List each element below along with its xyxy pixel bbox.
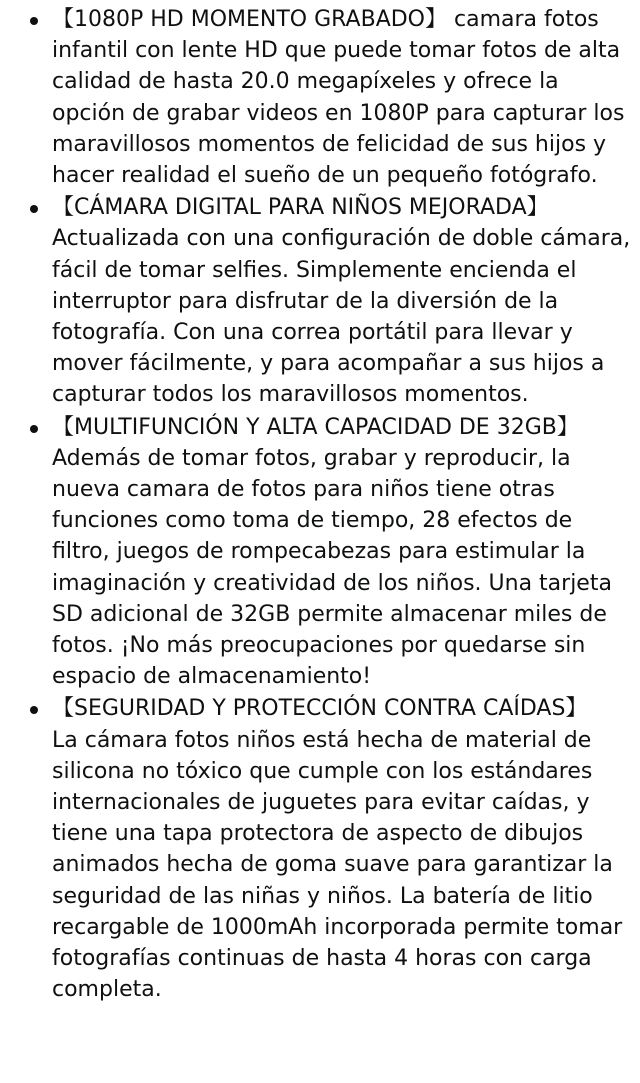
feature-item-safety <box>0 693 640 1005</box>
feature-body: Además de tomar fotos, grabar y reproducir, la nueva camara de fotos para niños tiene otras funciones como toma de tiempo, 28 efectos de filtro, juegos de rompecabezas para estimular la imaginación y creatividad de los niños. Una tarjeta SD adicional de 32GB permite almacenar miles de fotos. ¡No más preocupaciones por quedarse sin espacio de almacenamiento! <box>52 445 612 690</box>
feature-heading: 【MULTIFUNCIÓN Y ALTA CAPACIDAD DE 32GB】 <box>52 414 579 440</box>
feature-item-multifunction <box>0 412 640 693</box>
feature-body: Actualizada con una configuración de doble cámara, fácil de tomar selfies. Simplemente encienda el interruptor para disfrutar de la diversión de la fotografía. Con una correa portátil para llevar y mover fácilmente, y para acompañar a sus hijos a capturar todos los maravillosos momentos. <box>52 226 631 408</box>
feature-heading: 【SEGURIDAD Y PROTECCIÓN CONTRA CAÍDAS】 <box>52 696 588 722</box>
bullet-icon <box>30 17 38 25</box>
feature-heading: 【1080P HD MOMENTO GRABADO】 <box>52 7 448 32</box>
feature-body: camara fotos infantil con lente HD que puede tomar fotos de alta calidad de hasta 20.0 megapíxeles y ofrece la opción de grabar videos en 1080P para capturar los maravillosos momentos de felicidad de sus hijos y hacer realidad el sueño de un pequeño fotógrafo. <box>52 7 625 189</box>
feature-body: La cámara fotos niños está hecha de material de silicona no tóxico que cumple con los estándares internacionales de juguetes para evitar caídas, y tiene una tapa protectora de aspecto de dibujos animados hecha de goma suave para garantizar la seguridad de las niñas y niños. La batería de litio recargable de 1000mAh incorporada permite tomar fotografías continuas de hasta 4 horas con carga completa. <box>52 727 623 1003</box>
bullet-icon <box>30 205 38 213</box>
bullet-icon <box>30 706 38 714</box>
feature-item-hd-recording <box>0 4 640 191</box>
bullet-icon <box>30 425 38 433</box>
feature-item-dual-camera <box>0 192 640 410</box>
feature-heading: 【CÁMARA DIGITAL PARA NIÑOS MEJORADA】 <box>52 195 549 221</box>
